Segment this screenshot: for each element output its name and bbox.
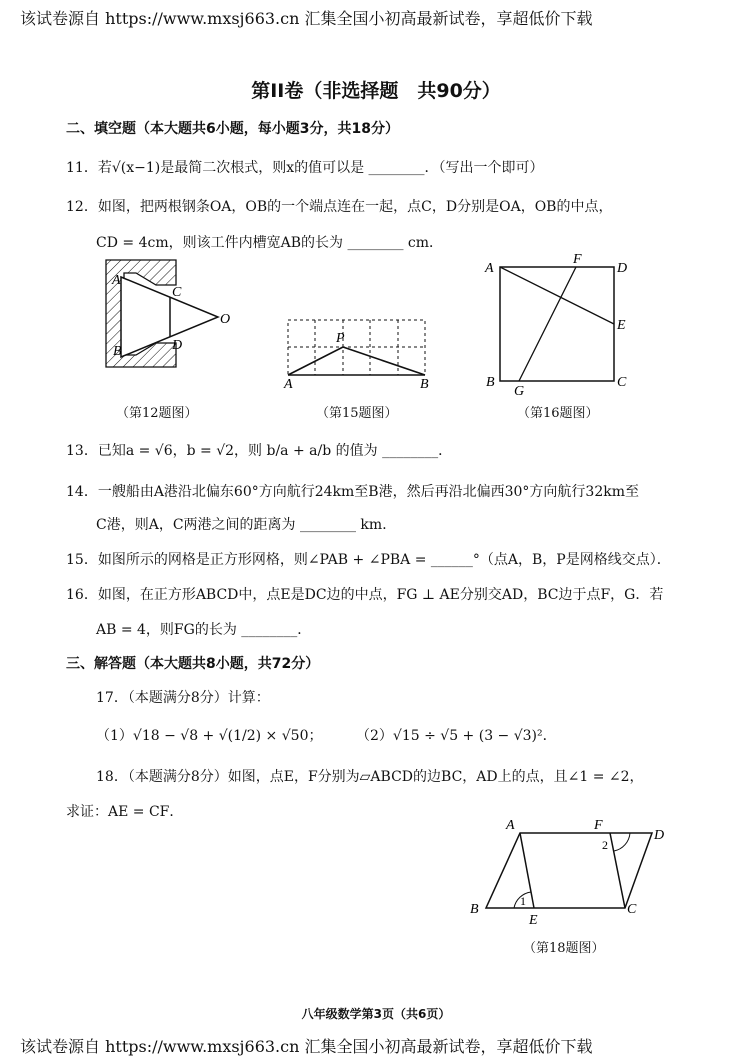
fig16-label-f: F — [573, 252, 582, 267]
fig18-label-d: D — [654, 828, 665, 843]
fig18-label-c: C — [627, 902, 637, 917]
fig18-label-e: E — [529, 913, 538, 928]
section-2-heading: 二、填空题（本大题共6小题，每小题3分，共18分） — [66, 121, 399, 137]
fig12-label-d: D — [172, 338, 183, 353]
question-17-part2: （2）√15 ÷ √5 + (3 − √3)²． — [356, 728, 557, 744]
question-17-heading: 17．（本题满分8分）计算： — [96, 690, 270, 706]
fig15-label-p: P — [336, 331, 345, 346]
fig16-label-d: D — [617, 261, 628, 276]
fig12-label-b: B — [113, 344, 122, 359]
page-title: 第II卷（非选择题 共90分） — [251, 80, 501, 102]
question-18-line2: 求证：AE = CF． — [66, 804, 184, 820]
fig12-caption: （第12题图） — [116, 406, 198, 421]
fig12-label-a: A — [112, 273, 121, 288]
figure-16 — [480, 252, 640, 397]
question-16-line1: 16．如图，在正方形ABCD中，点E是DC边的中点，FG ⊥ AE分别交AD，BC边于点F，G．若 — [66, 587, 664, 603]
question-12-line1: 12．如图，把两根钢条OA，OB的一个端点连在一起，点C，D分别是OA，OB的中点， — [66, 199, 613, 215]
fig18-label-a: A — [506, 818, 515, 833]
fig16-label-b: B — [486, 375, 495, 390]
fig18-angle-2: 2 — [602, 838, 608, 852]
fig15-label-a: A — [284, 377, 293, 390]
figure-18 — [462, 815, 682, 930]
fig18-label-f: F — [594, 818, 603, 833]
page-footer: 八年级数学第3页（共6页） — [301, 1007, 451, 1021]
fig16-label-g: G — [514, 384, 525, 397]
question-14-line1: 14．一艘船由A港沿北偏东60°方向航行24km至B港，然后再沿北偏西30°方向航行32km至 — [66, 484, 639, 500]
question-16-line2: AB = 4，则FG的长为 ________． — [96, 622, 312, 638]
fig15-label-b: B — [420, 377, 429, 390]
figure-15 — [280, 312, 430, 390]
question-14-line2: C港，则A，C两港之间的距离为 ________ km． — [96, 517, 397, 533]
figure-12 — [96, 255, 246, 380]
fig18-label-b: B — [470, 902, 479, 917]
fig16-caption: （第16题图） — [517, 406, 599, 421]
fig12-label-c: C — [172, 285, 182, 300]
question-12-line2: CD = 4cm，则该工件内槽宽AB的长为 ________ cm． — [96, 235, 444, 251]
question-15: 15．如图所示的网格是正方形网格，则∠PAB + ∠PBA = ______°（点A，B，P是网格线交点）． — [66, 552, 671, 568]
bottom-banner: 该试卷源自 https://www.mxsj663.cn 汇集全国小初高最新试卷，享超低价下载 — [20, 1037, 593, 1056]
question-11: 11．若√(x−1)是最简二次根式，则x的值可以是 ________．（写出一个即可） — [66, 160, 544, 176]
fig16-label-e: E — [617, 318, 626, 333]
question-18-line1: 18．（本题满分8分）如图，点E，F分别为▱ABCD的边BC，AD上的点，且∠1 = ∠2， — [96, 769, 644, 785]
fig18-angle-1: 1 — [520, 894, 526, 908]
top-banner: 该试卷源自 https://www.mxsj663.cn 汇集全国小初高最新试卷，享超低价下载 — [20, 9, 593, 28]
fig16-label-c: C — [617, 375, 627, 390]
fig15-caption: （第15题图） — [316, 406, 398, 421]
fig18-caption: （第18题图） — [523, 941, 605, 956]
fig16-label-a: A — [485, 261, 494, 276]
fig12-label-o: O — [220, 312, 231, 327]
section-3-heading: 三、解答题（本大题共8小题，共72分） — [66, 656, 320, 672]
question-17-part1: （1）√18 − √8 + √(1/2) × √50； — [96, 728, 323, 744]
question-13: 13．已知a = √6，b = √2，则 b/a + a/b 的值为 ________． — [66, 443, 453, 459]
